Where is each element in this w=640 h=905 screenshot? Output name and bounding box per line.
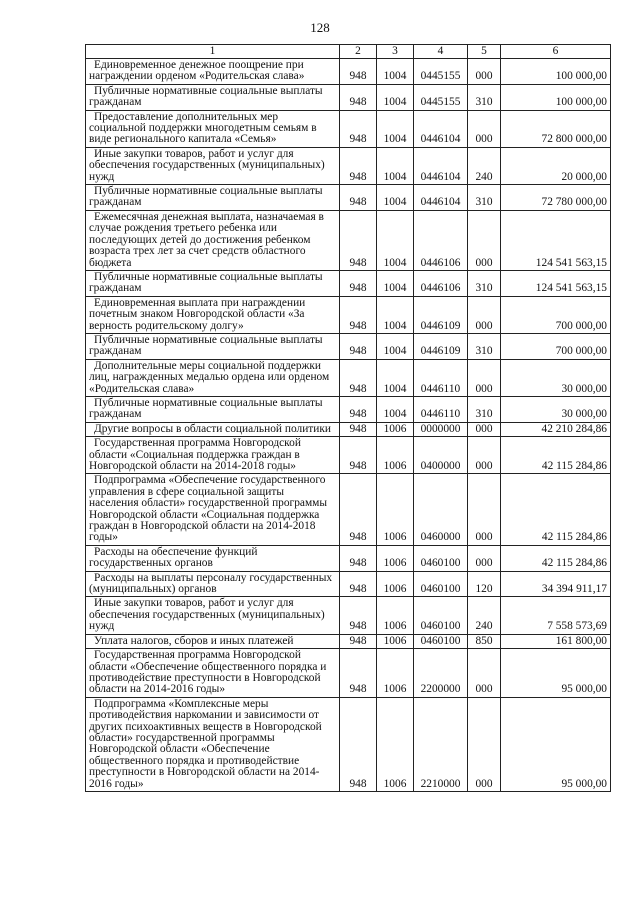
- row-target-code: 0460100: [414, 597, 468, 634]
- row-amount: 100 000,00: [501, 84, 611, 110]
- row-name: Дополнительные меры социальной поддержки лиц, награжденных медалью ордена или орденом «Родительская слава»: [86, 359, 340, 396]
- row-name: Государственная программа Новгородской области «Обеспечение общественного порядка и противодействие преступности в Новгородской области на 2014-2016 годы»: [86, 649, 340, 698]
- table-row: [86, 296, 611, 333]
- row-target-code: 0460100: [414, 571, 468, 597]
- row-ministry-code: 948: [340, 359, 377, 396]
- row-name: Ежемесячная денежная выплата, назначаемая в случае рождения третьего ребенка или последующих детей до достижения ребенком возраста трех лет за счет средств областного бюджета: [86, 210, 340, 270]
- row-amount: 42 115 284,86: [501, 474, 611, 545]
- row-expense-type: 000: [468, 545, 501, 571]
- row-target-code: 0460100: [414, 634, 468, 648]
- row-ministry-code: 948: [340, 571, 377, 597]
- row-section-code: 1006: [377, 545, 414, 571]
- header-col-3: 3: [377, 45, 414, 59]
- row-ministry-code: 948: [340, 110, 377, 147]
- row-target-code: 0446106: [414, 270, 468, 296]
- header-col-1: 1: [86, 45, 340, 59]
- row-target-code: 0400000: [414, 437, 468, 474]
- row-section-code: 1004: [377, 59, 414, 85]
- row-name: Подпрограмма «Обеспечение государственного управления в сфере социальной защиты населения области» государственной программы Новгородской области «Социальная поддержка граждан в Новгородской области на 2014-2018 годы»: [86, 474, 340, 545]
- table-row: [86, 359, 611, 396]
- row-amount: 42 115 284,86: [501, 545, 611, 571]
- row-amount: 30 000,00: [501, 359, 611, 396]
- row-ministry-code: 948: [340, 84, 377, 110]
- row-expense-type: 000: [468, 697, 501, 791]
- row-expense-type: 000: [468, 649, 501, 698]
- table-row: [86, 59, 611, 85]
- row-expense-type: 310: [468, 185, 501, 211]
- row-name: Иные закупки товаров, работ и услуг для обеспечения государственных (муниципальных) нужд: [86, 597, 340, 634]
- table-row: [86, 474, 611, 545]
- row-expense-type: 000: [468, 59, 501, 85]
- row-name: Предоставление дополнительных мер социальной поддержки многодетным семьям в виде регионального капитала «Семья»: [86, 110, 340, 147]
- row-name: Уплата налогов, сборов и иных платежей: [86, 634, 340, 648]
- row-expense-type: 310: [468, 333, 501, 359]
- header-row: [86, 45, 611, 59]
- row-expense-type: 000: [468, 359, 501, 396]
- row-name: Единовременное денежное поощрение при награждении орденом «Родительская слава»: [86, 59, 340, 85]
- row-section-code: 1006: [377, 597, 414, 634]
- row-amount: 72 800 000,00: [501, 110, 611, 147]
- row-target-code: 0446110: [414, 396, 468, 422]
- row-section-code: 1004: [377, 84, 414, 110]
- table-row: [86, 571, 611, 597]
- row-target-code: 0446104: [414, 185, 468, 211]
- row-expense-type: 310: [468, 270, 501, 296]
- row-name: Публичные нормативные социальные выплаты гражданам: [86, 185, 340, 211]
- row-section-code: 1004: [377, 296, 414, 333]
- row-ministry-code: 948: [340, 597, 377, 634]
- table-row: [86, 422, 611, 436]
- row-ministry-code: 948: [340, 59, 377, 85]
- row-name: Государственная программа Новгородской области «Социальная поддержка граждан в Новгородской области на 2014-2018 годы»: [86, 437, 340, 474]
- table-row: [86, 437, 611, 474]
- row-amount: 95 000,00: [501, 697, 611, 791]
- row-section-code: 1004: [377, 110, 414, 147]
- row-amount: 7 558 573,69: [501, 597, 611, 634]
- row-name: Расходы на выплаты персоналу государственных (муниципальных) органов: [86, 571, 340, 597]
- header-col-5: 5: [468, 45, 501, 59]
- row-section-code: 1006: [377, 437, 414, 474]
- row-name: Иные закупки товаров, работ и услуг для обеспечения государственных (муниципальных) нужд: [86, 147, 340, 184]
- header-col-4: 4: [414, 45, 468, 59]
- row-expense-type: 000: [468, 210, 501, 270]
- row-amount: 100 000,00: [501, 59, 611, 85]
- row-amount: 20 000,00: [501, 147, 611, 184]
- row-section-code: 1004: [377, 185, 414, 211]
- row-target-code: 0446106: [414, 210, 468, 270]
- table-row: [86, 147, 611, 184]
- row-target-code: 0460100: [414, 545, 468, 571]
- table-row: [86, 210, 611, 270]
- row-expense-type: 000: [468, 296, 501, 333]
- row-target-code: 0446109: [414, 296, 468, 333]
- header-col-2: 2: [340, 45, 377, 59]
- table-row: [86, 270, 611, 296]
- row-target-code: 0446110: [414, 359, 468, 396]
- row-amount: 72 780 000,00: [501, 185, 611, 211]
- row-name: Подпрограмма «Комплексные меры противодействия наркомании и зависимости от других психоактивных веществ в Новгородской области» государственной программы Новгородской области «Обеспечение общественного порядка и противодействие преступности в Новгородской области на 2014-2016 годы»: [86, 697, 340, 791]
- row-name: Другие вопросы в области социальной политики: [86, 422, 340, 436]
- row-expense-type: 310: [468, 396, 501, 422]
- row-amount: 42 115 284,86: [501, 437, 611, 474]
- row-ministry-code: 948: [340, 185, 377, 211]
- row-target-code: 0000000: [414, 422, 468, 436]
- row-name: Публичные нормативные социальные выплаты гражданам: [86, 396, 340, 422]
- row-section-code: 1006: [377, 697, 414, 791]
- row-ministry-code: 948: [340, 697, 377, 791]
- row-section-code: 1004: [377, 396, 414, 422]
- table-row: [86, 597, 611, 634]
- row-section-code: 1004: [377, 210, 414, 270]
- row-expense-type: 310: [468, 84, 501, 110]
- row-name: Публичные нормативные социальные выплаты гражданам: [86, 84, 340, 110]
- row-amount: 700 000,00: [501, 296, 611, 333]
- row-ministry-code: 948: [340, 437, 377, 474]
- table-row: [86, 110, 611, 147]
- row-ministry-code: 948: [340, 296, 377, 333]
- row-ministry-code: 948: [340, 333, 377, 359]
- row-ministry-code: 948: [340, 396, 377, 422]
- row-amount: 161 800,00: [501, 634, 611, 648]
- row-target-code: 0446104: [414, 147, 468, 184]
- row-section-code: 1004: [377, 359, 414, 396]
- row-ministry-code: 948: [340, 649, 377, 698]
- row-name: Расходы на обеспечение функций государственных органов: [86, 545, 340, 571]
- row-name: Единовременная выплата при награждении почетным знаком Новгородской области «За верность родительскому долгу»: [86, 296, 340, 333]
- row-expense-type: 240: [468, 147, 501, 184]
- table-row: [86, 634, 611, 648]
- table-row: [86, 545, 611, 571]
- row-target-code: 0445155: [414, 59, 468, 85]
- table-row: [86, 333, 611, 359]
- row-expense-type: 000: [468, 422, 501, 436]
- budget-table: [85, 44, 611, 792]
- row-amount: 34 394 911,17: [501, 571, 611, 597]
- header-col-6: 6: [501, 45, 611, 59]
- row-name: Публичные нормативные социальные выплаты гражданам: [86, 333, 340, 359]
- row-target-code: 0445155: [414, 84, 468, 110]
- row-expense-type: 850: [468, 634, 501, 648]
- row-target-code: 0446104: [414, 110, 468, 147]
- row-amount: 124 541 563,15: [501, 270, 611, 296]
- row-name: Публичные нормативные социальные выплаты гражданам: [86, 270, 340, 296]
- row-amount: 124 541 563,15: [501, 210, 611, 270]
- row-section-code: 1006: [377, 649, 414, 698]
- row-ministry-code: 948: [340, 210, 377, 270]
- row-target-code: 2200000: [414, 649, 468, 698]
- row-section-code: 1004: [377, 270, 414, 296]
- row-expense-type: 000: [468, 474, 501, 545]
- row-ministry-code: 948: [340, 422, 377, 436]
- table-row: [86, 697, 611, 791]
- row-section-code: 1004: [377, 333, 414, 359]
- row-amount: 700 000,00: [501, 333, 611, 359]
- row-target-code: 0446109: [414, 333, 468, 359]
- row-ministry-code: 948: [340, 545, 377, 571]
- row-expense-type: 000: [468, 437, 501, 474]
- row-section-code: 1006: [377, 571, 414, 597]
- row-expense-type: 000: [468, 110, 501, 147]
- row-expense-type: 120: [468, 571, 501, 597]
- row-section-code: 1006: [377, 634, 414, 648]
- row-ministry-code: 948: [340, 474, 377, 545]
- row-expense-type: 240: [468, 597, 501, 634]
- table-row: [86, 185, 611, 211]
- table-row: [86, 396, 611, 422]
- page-number: 128: [310, 20, 330, 35]
- row-ministry-code: 948: [340, 270, 377, 296]
- row-amount: 42 210 284,86: [501, 422, 611, 436]
- row-ministry-code: 948: [340, 634, 377, 648]
- row-ministry-code: 948: [340, 147, 377, 184]
- row-target-code: 2210000: [414, 697, 468, 791]
- table-row: [86, 84, 611, 110]
- row-section-code: 1006: [377, 474, 414, 545]
- row-section-code: 1006: [377, 422, 414, 436]
- table-row: [86, 649, 611, 698]
- row-amount: 30 000,00: [501, 396, 611, 422]
- row-section-code: 1004: [377, 147, 414, 184]
- row-amount: 95 000,00: [501, 649, 611, 698]
- row-target-code: 0460000: [414, 474, 468, 545]
